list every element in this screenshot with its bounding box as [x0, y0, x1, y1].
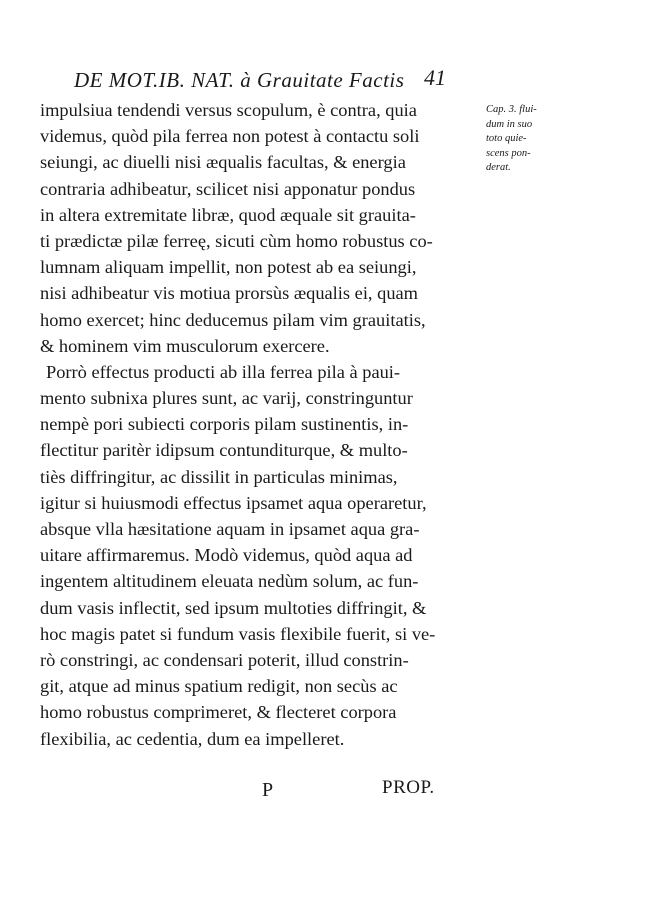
text-line: seiungi, ac diuelli nisi æqualis facultas, & energia — [40, 152, 406, 173]
text-line: hoc magis patet si fundum vasis flexibile fuerit, si ve- — [40, 623, 436, 644]
text-line: mento subnixa plures sunt, ac varij, constringuntur — [40, 388, 413, 409]
text-line: in altera extremitate libræ, quod æquale sit grauita- — [40, 204, 416, 225]
body-text — [40, 97, 480, 752]
text-line: uitare affirmaremus. Modò videmus, quòd aqua ad — [40, 545, 413, 566]
text-line: absque vlla hæsitatione aquam in ipsamet aqua gra- — [40, 519, 420, 539]
text-line: Porrò effectus producti ab illa ferrea pila à paui- — [46, 361, 401, 382]
text-line: contraria adhibeatur, scilicet nisi apponatur pondus — [40, 178, 416, 199]
marginal-note — [486, 103, 556, 176]
text-line: tiès diffringitur, ac dissilit in particulas minimas, — [40, 466, 398, 487]
marginal-note-line: dum in suo — [486, 118, 533, 130]
text-line: igitur si huiusmodi effectus ipsamet aqua operaretur, — [40, 492, 427, 513]
running-title: DE MOT.IB. NAT. à Grauitate Factis — [74, 68, 405, 92]
marginal-note-line: scens pon- — [486, 147, 531, 159]
text-line: flectitur paritèr idipsum contunditurque, & multo- — [40, 440, 408, 461]
text-line: dum vasis inflectit, sed ipsum multoties diffringit, & — [40, 597, 427, 618]
text-line: lumnam aliquam impellit, non potest ab ea seiungi, — [40, 257, 417, 278]
marginal-note-line: derat. — [486, 162, 511, 173]
catchword: PROP. — [382, 777, 435, 798]
signature-mark: P — [262, 779, 274, 801]
text-line: homo exercet; hinc deducemus pilam vim grauitatis, — [40, 309, 426, 330]
text-line: rò constringi, ac condensari poterit, illud constrin- — [40, 649, 409, 670]
text-line: homo robustus comprimeret, & flecteret corpora — [40, 702, 397, 723]
text-line: ingentem altitudinem eleuata nedùm solum, ac fun- — [40, 571, 419, 592]
text-line: nisi adhibeatur vis motiua prorsùs æqualis ei, quam — [40, 283, 418, 304]
page-number: 41 — [424, 65, 446, 90]
text-line: & hominem vim musculorum exercere. — [40, 335, 330, 356]
marginal-note-line: Cap. 3. flui- — [486, 104, 537, 115]
text-line: videmus, quòd pila ferrea non potest à contactu soli — [40, 126, 420, 147]
running-head — [74, 64, 464, 94]
text-line: flexibilia, ac cedentia, dum ea impelleret. — [40, 728, 345, 749]
text-line: nempè pori subiecti corporis pilam sustinentis, in- — [40, 414, 409, 435]
text-line: impulsiua tendendi versus scopulum, è contra, quia — [40, 100, 417, 120]
text-line: git, atque ad minus spatium redigit, non secùs ac — [40, 676, 398, 697]
marginal-note-line: toto quie- — [486, 133, 527, 144]
text-line: ti prædictæ pilæ ferreę, sicuti cùm homo robustus co- — [40, 230, 433, 251]
